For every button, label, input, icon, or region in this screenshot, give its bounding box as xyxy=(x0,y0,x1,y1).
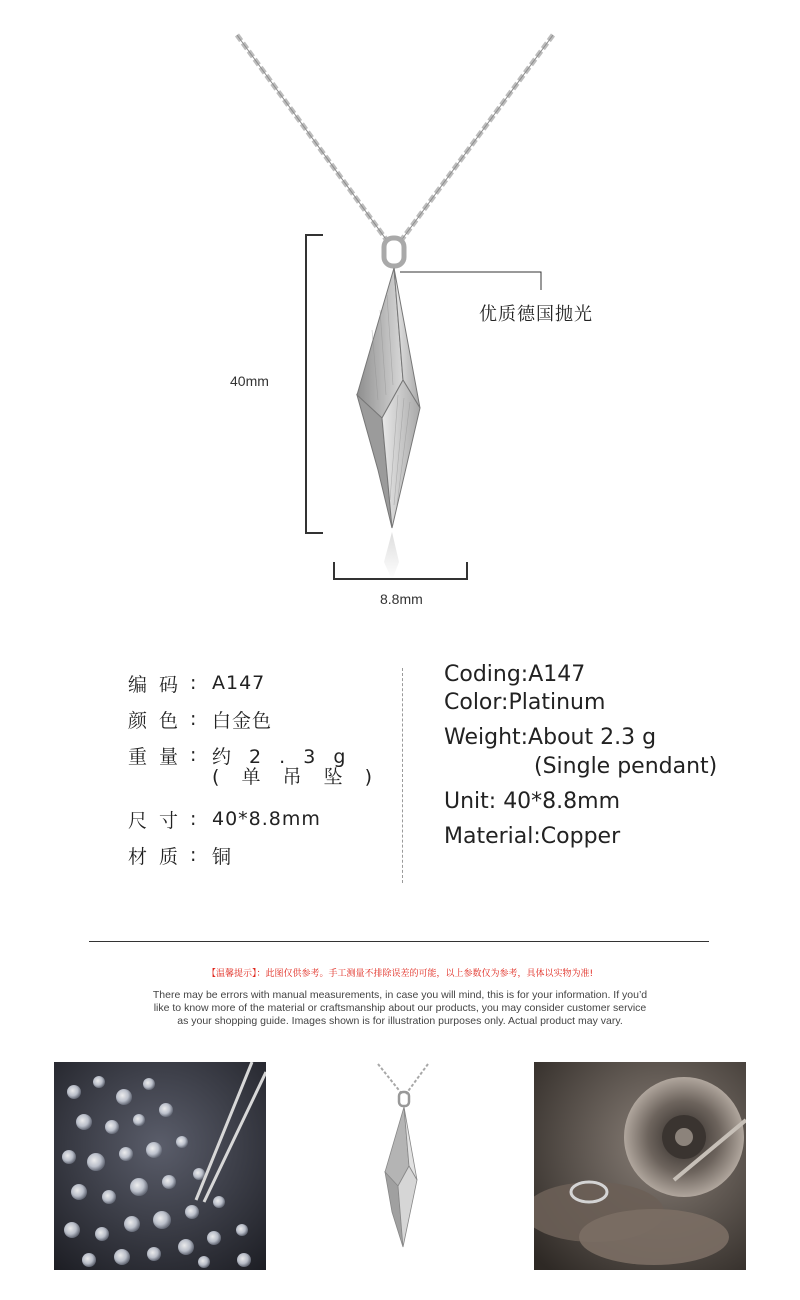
thumbnail-pendant xyxy=(294,1062,506,1270)
warm-tip: 【温馨提示】：此图仅供参考。手工测量不排除误差的可能，以上参数仅为参考，具体以实物为准! xyxy=(206,969,594,979)
spec-unit: Unit: 40*8.8mm xyxy=(444,789,621,814)
spec-colon: : xyxy=(190,808,197,830)
spec-value: A147 xyxy=(212,672,266,694)
pendant-bail xyxy=(384,238,404,266)
spec-value: 铜 xyxy=(212,845,233,868)
section-divider xyxy=(89,941,709,942)
product-hero xyxy=(0,0,800,630)
spec-colon: : xyxy=(190,672,197,694)
pendant-illustration xyxy=(0,0,800,630)
thumbnail-polishing xyxy=(534,1062,746,1270)
spec-row-code xyxy=(128,665,388,701)
height-dimension-bracket xyxy=(306,235,323,533)
height-label: 40mm xyxy=(230,373,269,389)
dashed-divider xyxy=(402,668,403,883)
spec-colon: : xyxy=(190,744,197,766)
disclaimer xyxy=(115,989,685,1028)
spec-label: 颜色 xyxy=(128,709,191,732)
pendant-crystal xyxy=(357,268,420,580)
width-label: 8.8mm xyxy=(380,591,423,607)
polishing-photo xyxy=(534,1062,746,1270)
callout-leader-line xyxy=(400,272,541,290)
spec-row-size xyxy=(128,801,388,837)
spec-label: 材质 xyxy=(128,845,191,868)
thumbnail-diamonds xyxy=(54,1062,266,1270)
spec-colon: : xyxy=(190,844,197,866)
pendant-thumbnail xyxy=(294,1062,506,1270)
spec-value: 约 2 . 3 g xyxy=(212,745,352,768)
diamonds-photo xyxy=(54,1062,266,1270)
chain xyxy=(237,35,553,242)
spec-value: 40*8.8mm xyxy=(212,808,321,830)
spec-coding: Coding:A147 xyxy=(444,662,586,687)
spec-weight-note: (Single pendant) xyxy=(534,754,718,779)
width-dimension-bracket xyxy=(334,562,467,579)
spec-row-material xyxy=(128,837,388,873)
spec-label: 尺寸 xyxy=(128,809,191,832)
disclaimer-line: like to know more of the material or craftsmanship about our products, you may consider customer service xyxy=(153,1002,647,1014)
spec-color: Color:Platinum xyxy=(444,690,606,715)
specs-chinese xyxy=(128,665,388,873)
polish-callout: 优质德国抛光 xyxy=(479,304,593,325)
disclaimer-line: as your shopping guide. Images shown is for illustration purposes only. Actual product may vary. xyxy=(177,1015,623,1027)
spec-row-color xyxy=(128,701,388,737)
spec-colon: : xyxy=(190,708,197,730)
weight-note: ( 单 吊 坠 ) xyxy=(212,766,380,788)
spec-material: Material:Copper xyxy=(444,824,621,849)
spec-weight: Weight:About 2.3 g xyxy=(444,725,657,750)
spec-value: 白金色 xyxy=(212,709,273,732)
spec-label: 重量 xyxy=(128,745,191,768)
disclaimer-line: There may be errors with manual measurements, in case you will mind, this is for your information. If you’d xyxy=(152,989,648,1001)
spec-label: 编码 xyxy=(128,673,191,696)
